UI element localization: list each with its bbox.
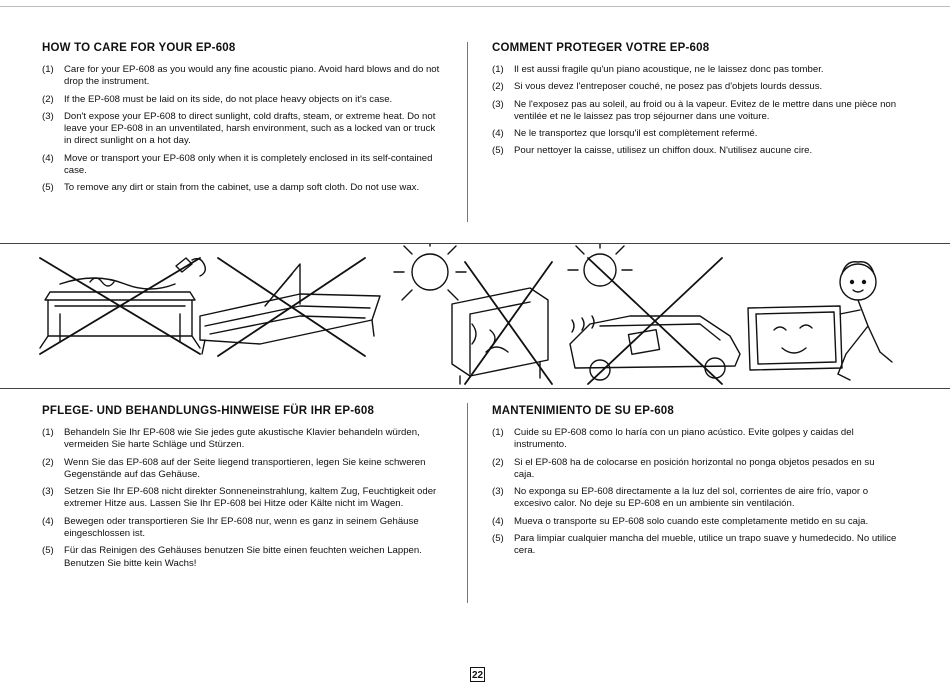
care-list-french	[492, 64, 897, 158]
column-divider-top	[467, 42, 468, 222]
list-item: (3) No exponga su EP-608 directamente a la luz del sol, corrientes de aire frío, vapor o excesivo calor. No deje su EP-608 en un ambiente sin ventilación.	[492, 486, 869, 510]
list-item: (3) Don't expose your EP-608 to direct sunlight, cold drafts, steam, or extreme heat. Do not leave your EP-608 in an unventilated, harsh environment, such as a locked van or truck in direct sunlight on a hot day.	[42, 110, 436, 147]
sun-heat-illustration	[394, 244, 552, 384]
list-item: (1) Care for your EP-608 as you would any fine acoustic piano. Avoid hard blows and do not drop the instrument.	[42, 64, 440, 88]
section-english	[42, 42, 442, 200]
top-scan-line	[0, 6, 950, 7]
care-list-spanish	[492, 427, 897, 558]
section-title-french: COMMENT PROTEGER VOTRE EP-608	[492, 42, 710, 54]
list-item: (5) Für das Reinigen des Gehäuses benutzen Sie bitte einen feuchten weichen Lappen. Benutzen Sie bitte kein Wachs!	[42, 545, 422, 569]
section-french	[492, 42, 897, 163]
care-illustrations	[0, 244, 950, 388]
list-item: (1) Il est aussi fragile qu'un piano acoustique, ne le laissez donc pas tomber.	[492, 64, 824, 75]
column-divider-bottom	[467, 403, 468, 603]
section-title-english: HOW TO CARE FOR YOUR EP-608	[42, 42, 236, 54]
list-item: (2) If the EP-608 must be laid on its side, do not place heavy objects on it's case.	[42, 93, 393, 105]
list-item: (5) Para limpiar cualquier mancha del mueble, utilice un trapo suave y humedecido. No utilice cera.	[492, 533, 897, 557]
list-item: (2) Si vous devez l'entreposer couché, ne posez pas d'objets lourds dessus.	[492, 81, 823, 93]
list-item: (4) Ne le transportez que lorsqu'il est complètement refermé.	[492, 128, 758, 140]
list-item: (4) Move or transport your EP-608 only when it is completely enclosed in its self-contained case.	[42, 152, 433, 177]
piano-drop-illustration	[40, 258, 205, 354]
care-list-english	[42, 64, 442, 195]
list-item: (1) Behandeln Sie Ihr EP-608 wie Sie jedes gute akustische Klavier behandeln würden, vermeiden Sie harte Schläge und Stürzen.	[42, 427, 420, 451]
list-item: (4) Bewegen oder transportieren Sie Ihr EP-608 nur, wenn es ganz in seinem Gehäuse eingeschlossen ist.	[42, 515, 419, 540]
list-item: (2) Wenn Sie das EP-608 auf der Seite liegend transportieren, legen Sie keine schweren Gegenstände auf das Gehäuse.	[42, 456, 426, 480]
page-number: 22	[470, 667, 485, 682]
heavy-object-illustration	[200, 258, 380, 356]
list-item: (5) To remove any dirt or stain from the cabinet, use a damp soft cloth. Do not use wax.	[42, 182, 420, 194]
list-item: (1) Cuide su EP-608 como lo haría con un piano acústico. Evite golpes y caidas del instrumento.	[492, 427, 854, 451]
list-item: (4) Mueva o transporte su EP-608 solo cuando este completamente metido en su caja.	[492, 515, 869, 527]
section-title-spanish: MANTENIMIENTO DE SU EP-608	[492, 405, 674, 417]
boy-carrying-case-illustration	[748, 262, 892, 380]
car-sun-illustration	[568, 244, 740, 384]
section-spanish	[492, 405, 897, 563]
list-item: (2) Si el EP-608 ha de colocarse en posición horizontal no ponga objetos pesados en su caja.	[492, 456, 875, 480]
section-german	[42, 405, 442, 575]
list-item: (3) Setzen Sie Ihr EP-608 nicht direkter Sonneneinstrahlung, kaltem Zug, Feuchtigkeit oder extremer Hitze aus. Lassen Sie Ihr EP-608 bei Hitze oder Kälte nicht im Wagen.	[42, 486, 437, 510]
care-list-german	[42, 427, 442, 570]
illustration-bottom-rule	[0, 388, 950, 389]
list-item: (5) Pour nettoyer la caisse, utilisez un chiffon doux. N'utilisez aucune cire.	[492, 145, 813, 157]
section-title-german: PFLEGE- UND BEHANDLUNGS-HINWEISE FÜR IHR EP-608	[42, 405, 375, 417]
list-item: (3) Ne l'exposez pas au soleil, au froid ou à la vapeur. Evitez de le mettre dans une pièce non ventilée et ne le laissez pas trop séjourner dans une voiture.	[492, 98, 897, 122]
